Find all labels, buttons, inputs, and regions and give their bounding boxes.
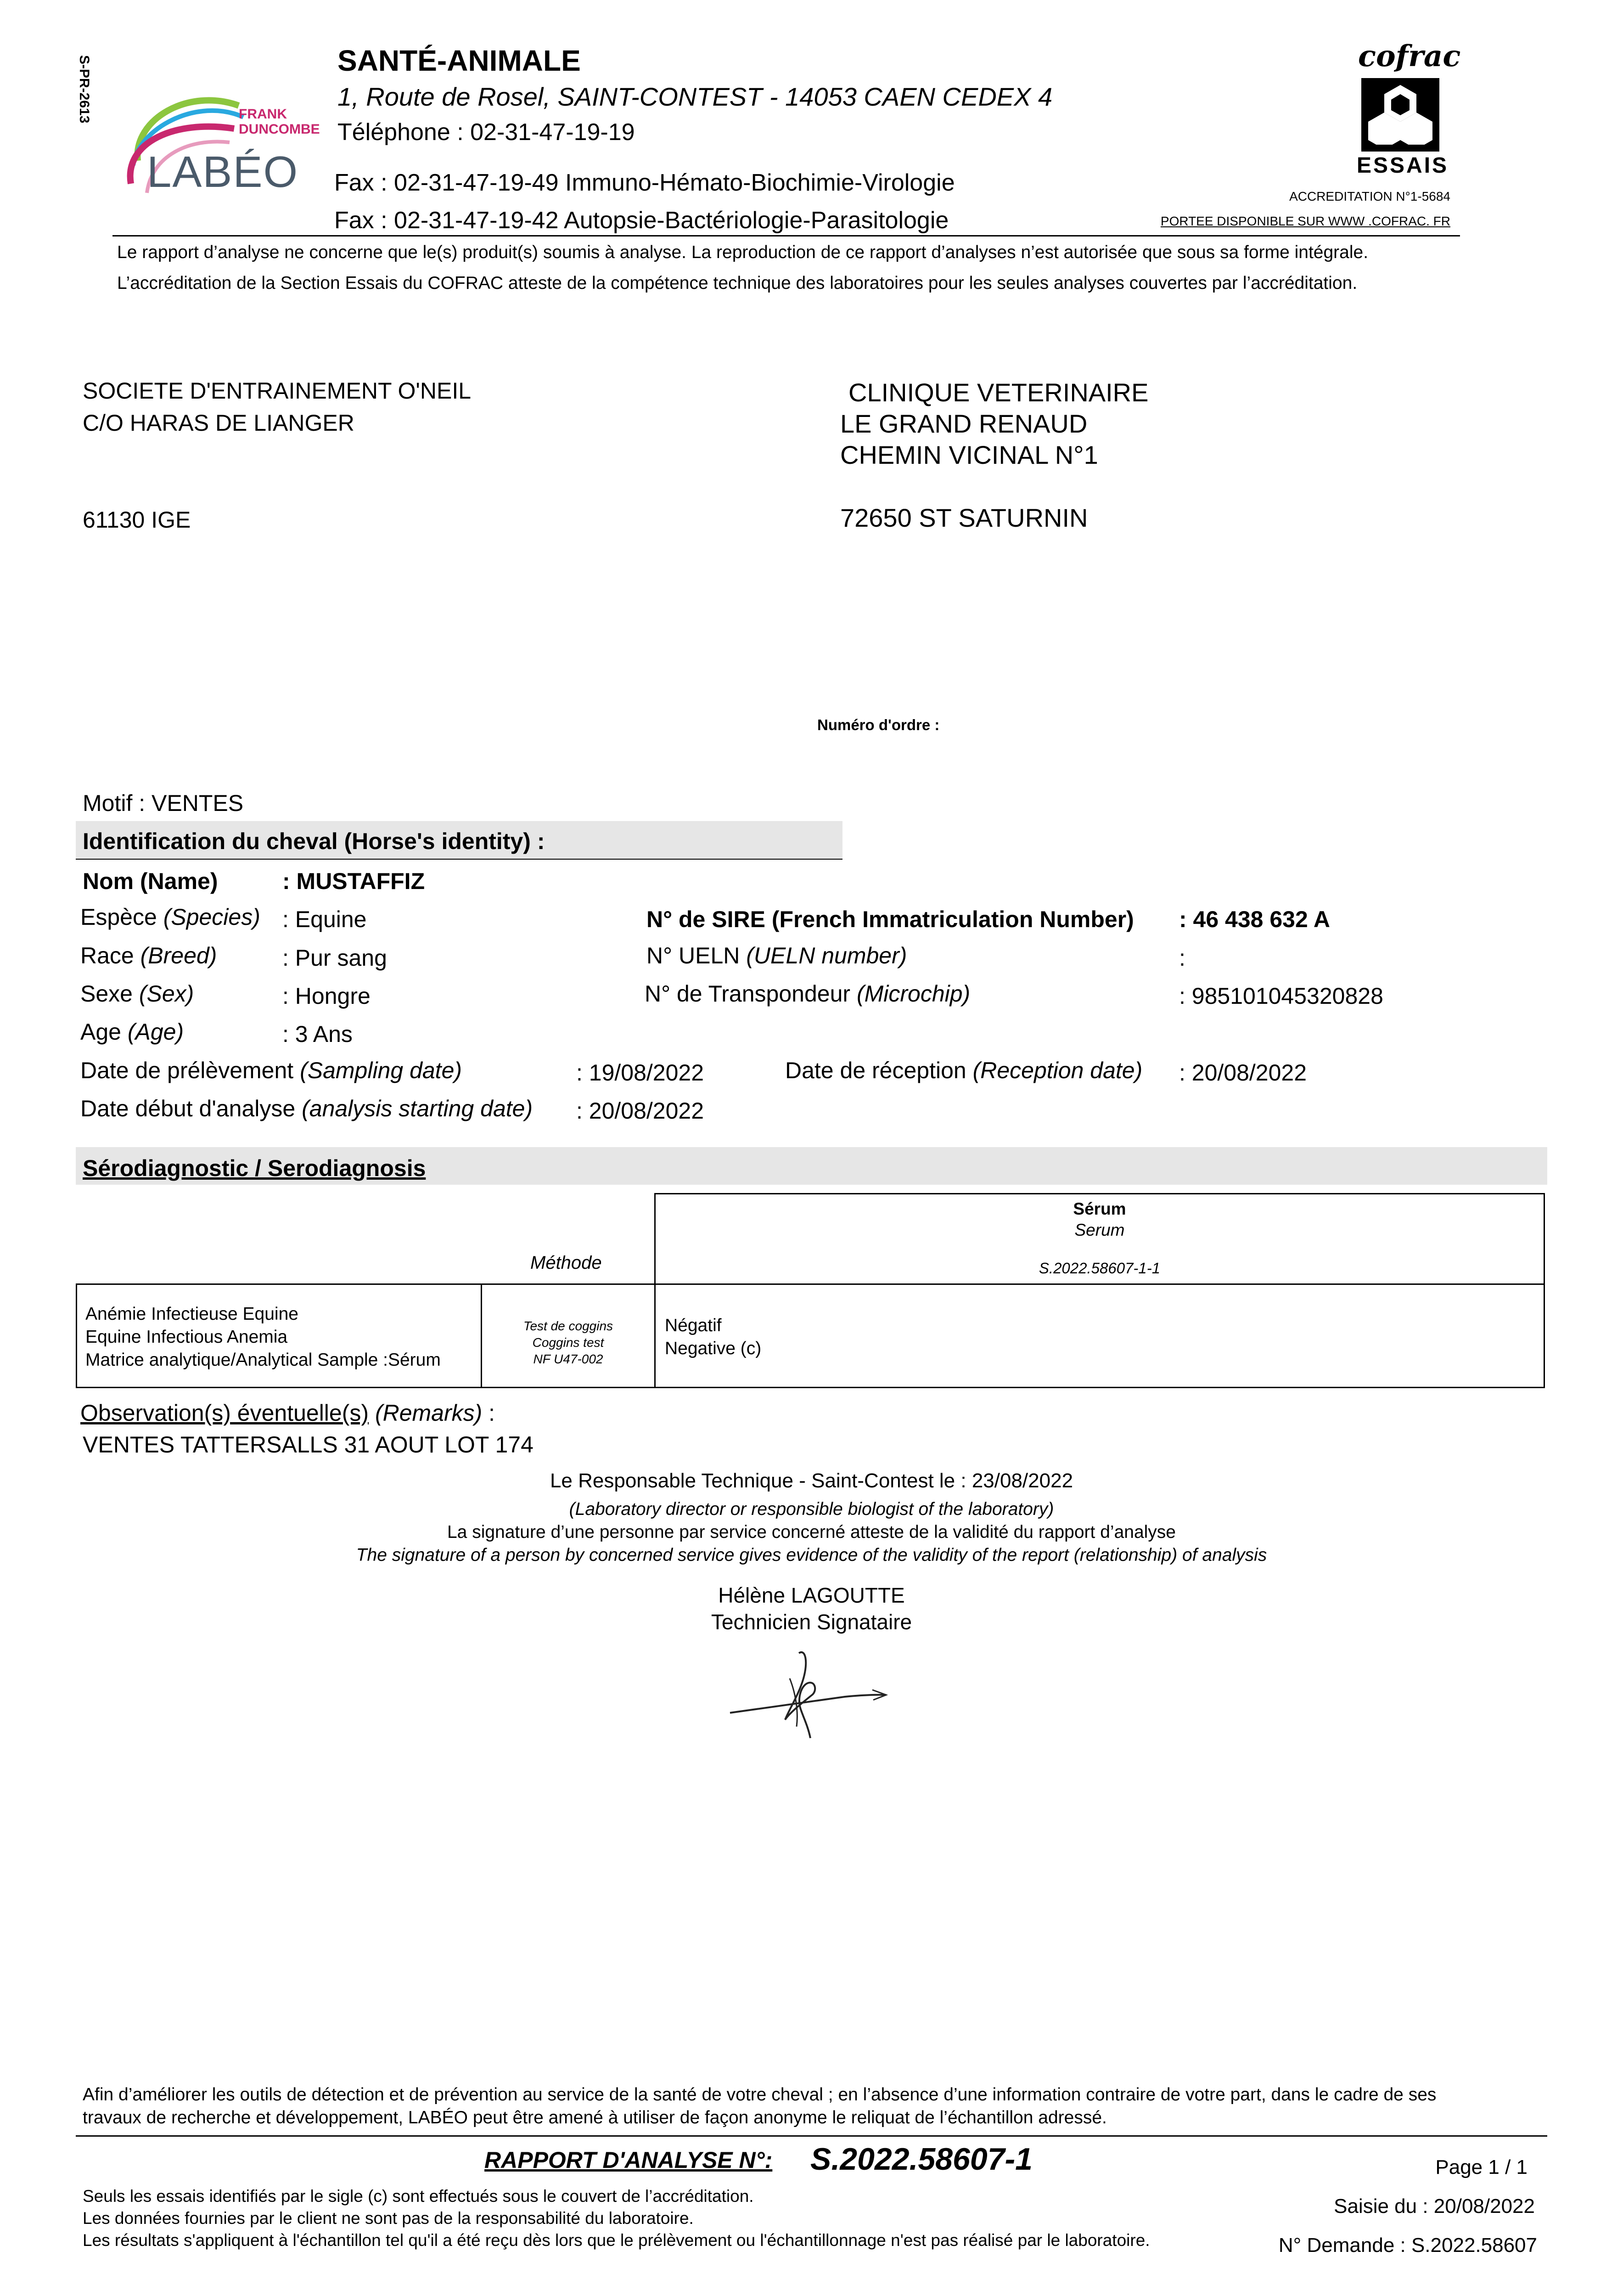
header-rule — [112, 235, 1460, 236]
signature-statement: La signature d’une personne par service concerné atteste de la validité du rapport d’analyse — [447, 1522, 1176, 1542]
sampling-date-label: Date de prélèvement (Sampling date) — [80, 1058, 462, 1083]
analysis-name-en: Equine Infectious Anemia — [85, 1327, 288, 1347]
disclaimer-1: Le rapport d’analyse ne concerne que le(s) produit(s) soumis à analyse. La reproduction de ce rapport d’analyses n’est autorisée que sous sa forme intégrale. — [117, 242, 1369, 262]
result-table-divider-2 — [654, 1283, 656, 1388]
species-value: : Equine — [282, 906, 367, 932]
vet-address-line2: LE GRAND RENAUD — [840, 409, 1088, 438]
transponder-value: : 985101045320828 — [1179, 983, 1383, 1009]
footer-rule — [76, 2135, 1547, 2137]
method-norm: NF U47-002 — [533, 1352, 603, 1366]
client-address-line1: SOCIETE D'ENTRAINEMENT O'NEIL — [83, 378, 472, 404]
vet-address-line1: CLINIQUE VETERINAIRE — [848, 378, 1149, 407]
side-code: S-PR-2613 — [77, 55, 92, 124]
analysis-start-value: : 20/08/2022 — [576, 1098, 704, 1124]
identification-title: Identification du cheval (Horse's identity) : — [83, 828, 545, 854]
analysis-matrix: Matrice analytique/Analytical Sample :Sérum — [85, 1350, 441, 1370]
reception-date-label: Date de réception (Reception date) — [785, 1058, 1143, 1083]
lab-fax1: Fax : 02-31-47-19-49 Immuno-Hémato-Biochimie-Virologie — [334, 169, 955, 196]
analysis-name-fr: Anémie Infectieuse Equine — [85, 1304, 298, 1324]
lab-fax2: Fax : 02-31-47-19-42 Autopsie-Bactériologie-Parasitologie — [334, 207, 949, 234]
handwritten-signature-icon — [721, 1635, 904, 1745]
labeo-logo — [119, 78, 321, 197]
seizure-date: Saisie du : 20/08/2022 — [1334, 2195, 1535, 2217]
breed-label: Race (Breed) — [80, 943, 217, 968]
cofrac-top: cofrac — [1358, 39, 1461, 73]
cofrac-bottom: ESSAIS — [1357, 153, 1449, 178]
report-label: RAPPORT D'ANALYSE N°: — [484, 2147, 773, 2173]
result-en: Negative (c) — [665, 1339, 762, 1358]
lab-phone: Téléphone : 02-31-47-19-19 — [337, 119, 635, 146]
sample-header: Sérum — [1073, 1199, 1126, 1218]
transponder-label: N° de Transpondeur (Microchip) — [645, 981, 971, 1007]
method-header: Méthode — [530, 1253, 602, 1273]
analysis-start-label: Date début d'analyse (analysis starting date) — [80, 1096, 533, 1121]
footer-note-2: Les données fournies par le client ne sont pas de la responsabilité du laboratoire. — [83, 2209, 694, 2228]
lab-address: 1, Route de Rosel, SAINT-CONTEST - 14053 CAEN CEDEX 4 — [337, 82, 1053, 111]
name-value: : MUSTAFFIZ — [282, 868, 425, 894]
signatory-name: Hélène LAGOUTTE — [718, 1583, 905, 1607]
page-number: Page 1 / 1 — [1435, 2156, 1528, 2178]
lab-name: SANTÉ-ANIMALE — [337, 44, 581, 77]
client-address-line2: C/O HARAS DE LIANGER — [83, 410, 354, 436]
sex-label: Sexe (Sex) — [80, 981, 194, 1007]
vet-address-city: 72650 ST SATURNIN — [840, 503, 1088, 532]
cofrac-portee-link[interactable]: PORTEE DISPONIBLE SUR WWW .COFRAC. FR — [1160, 214, 1450, 228]
signatory-role: Technicien Signataire — [711, 1610, 912, 1634]
sample-header-en: Serum — [1074, 1221, 1125, 1239]
order-number-label: Numéro d'ordre : — [817, 716, 940, 733]
disclaimer-2: L’accréditation de la Section Essais du COFRAC atteste de la compétence technique des laboratoires pour les seules analyses couvertes par l’accréditation. — [117, 273, 1358, 293]
vet-address-line3: CHEMIN VICINAL N°1 — [840, 440, 1098, 469]
sampling-date-value: : 19/08/2022 — [576, 1060, 704, 1086]
sire-value: : 46 438 632 A — [1179, 906, 1330, 932]
identification-header-rule — [76, 859, 842, 860]
remarks-label: Observation(s) éventuelle(s) (Remarks) : — [80, 1400, 495, 1426]
responsible-line: Le Responsable Technique - Saint-Contest le : 23/08/2022 — [550, 1469, 1073, 1492]
responsible-line-en: (Laboratory director or responsible biologist of the laboratory) — [569, 1499, 1054, 1519]
motif: Motif : VENTES — [83, 790, 244, 816]
footer-notice-2: travaux de recherche et développement, LABÉO peut être amené à utiliser de façon anonyme le reliquat de l’échantillon adressé. — [83, 2108, 1107, 2127]
footer-notice-1: Afin d’améliorer les outils de détection et de prévention au service de la santé de votre cheval ; en l’absence d’une information contraire de votre part, dans le cadre de ses — [83, 2085, 1437, 2105]
client-address-city: 61130 IGE — [83, 507, 191, 533]
logo-brand: LABÉO — [147, 147, 299, 197]
footer-note-1: Seuls les essais identifiés par le sigle (c) sont effectués sous le couvert de l’accréditation. — [83, 2187, 754, 2206]
sire-label: N° de SIRE (French Immatriculation Number) — [646, 906, 1134, 932]
request-number: N° Demande : S.2022.58607 — [1278, 2234, 1537, 2257]
age-label: Age (Age) — [80, 1019, 184, 1045]
name-label: Nom (Name) — [83, 868, 218, 894]
remarks-text: VENTES TATTERSALLS 31 AOUT LOT 174 — [83, 1432, 534, 1458]
cofrac-mark-icon — [1357, 76, 1449, 154]
serology-title: Sérodiagnostic / Serodiagnosis — [83, 1155, 426, 1181]
cofrac-accreditation: ACCREDITATION N°1-5684 — [1289, 189, 1450, 203]
logo-sub2: DUNCOMBE — [239, 122, 320, 137]
ueln-label: N° UELN (UELN number) — [646, 943, 907, 968]
cofrac-logo — [1354, 39, 1461, 178]
result-table — [76, 1283, 1545, 1388]
footer-note-3: Les résultats s'appliquent à l'échantillon tel qu'il a été reçu dès lors que le prélèvement ou l'échantillonnage n'est pas réalisé par le laboratoire. — [83, 2231, 1150, 2250]
signature-statement-en: The signature of a person by concerned service gives evidence of the validity of the report (relationship) of analysis — [356, 1545, 1267, 1565]
species-label: Espèce (Species) — [80, 904, 260, 930]
report-number: S.2022.58607-1 — [810, 2142, 1033, 2177]
sample-id: S.2022.58607-1-1 — [1039, 1260, 1161, 1277]
method-name-fr: Test de coggins — [523, 1319, 613, 1333]
result-fr: Négatif — [665, 1316, 722, 1335]
ueln-value: : — [1179, 945, 1185, 971]
reception-date-value: : 20/08/2022 — [1179, 1060, 1307, 1086]
age-value: : 3 Ans — [282, 1021, 353, 1047]
method-name-en: Coggins test — [532, 1335, 604, 1350]
sex-value: : Hongre — [282, 983, 371, 1009]
breed-value: : Pur sang — [282, 945, 387, 971]
logo-sub1: FRANK — [239, 107, 287, 122]
